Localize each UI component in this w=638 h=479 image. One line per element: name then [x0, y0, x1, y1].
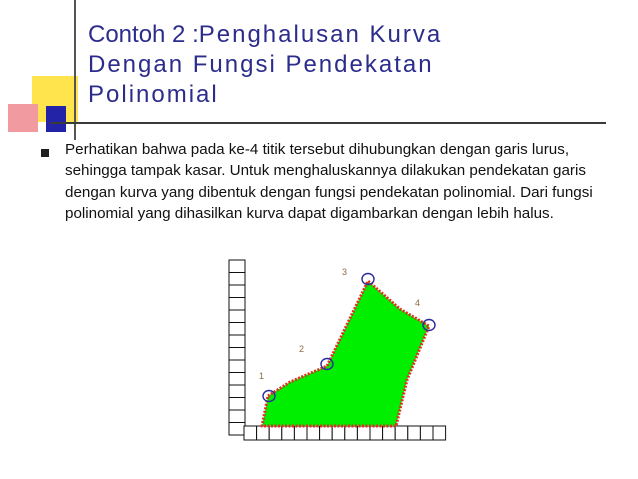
grid-cell: [229, 410, 245, 423]
grid-cell: [294, 426, 307, 440]
title-lead: Contoh 2 :: [88, 21, 199, 48]
point-label-2: 2: [299, 344, 305, 354]
point-label-4: 4: [415, 298, 421, 308]
title-line3: Polinomial: [88, 81, 219, 108]
grid-cell: [307, 426, 320, 440]
grid-cell: [229, 423, 245, 436]
title-line2: Dengan Fungsi Pendekatan: [88, 51, 434, 78]
grid-cell: [229, 260, 245, 273]
grid-cell: [244, 426, 257, 440]
grid-cell: [229, 310, 245, 323]
vertical-grid: [229, 260, 245, 435]
grid-cell: [357, 426, 370, 440]
grid-cell: [229, 385, 245, 398]
grid-cell: [229, 323, 245, 336]
point-label-1: 1: [259, 371, 265, 381]
title-line1: Penghalusan Kurva: [198, 21, 443, 48]
grid-cell: [433, 426, 446, 440]
horizontal-grid: [244, 426, 446, 440]
grid-cell: [229, 360, 245, 373]
grid-cell: [229, 373, 245, 386]
grid-cell: [395, 426, 408, 440]
grid-cell: [370, 426, 383, 440]
grid-cell: [229, 273, 245, 286]
bullet-paragraph: Perhatikan bahwa pada ke-4 titik tersebut dihubungkan dengan garis lurus, sehingga tampak kasar. Untuk menghaluskannya dilakukan pendekatan garis dengan kurva yang dibentuk dengan fungsi pendekatan polinomial. Dari fungsi polinomial yang dihasilkan kurva dapat digambarkan dengan lebih halus.: [65, 141, 593, 223]
grid-cell: [229, 335, 245, 348]
grid-cell: [229, 398, 245, 411]
grid-cell: [229, 348, 245, 361]
grid-cell: [257, 426, 270, 440]
grid-cell: [345, 426, 358, 440]
grid-cell: [420, 426, 433, 440]
grid-cell: [383, 426, 396, 440]
grid-cell: [320, 426, 333, 440]
grid-cell: [332, 426, 345, 440]
grid-cell: [282, 426, 295, 440]
grid-cell: [408, 426, 421, 440]
grid-cell: [269, 426, 282, 440]
grid-cell: [229, 285, 245, 298]
point-label-3: 3: [342, 267, 348, 277]
grid-cell: [229, 298, 245, 311]
filled-region: [262, 281, 429, 426]
